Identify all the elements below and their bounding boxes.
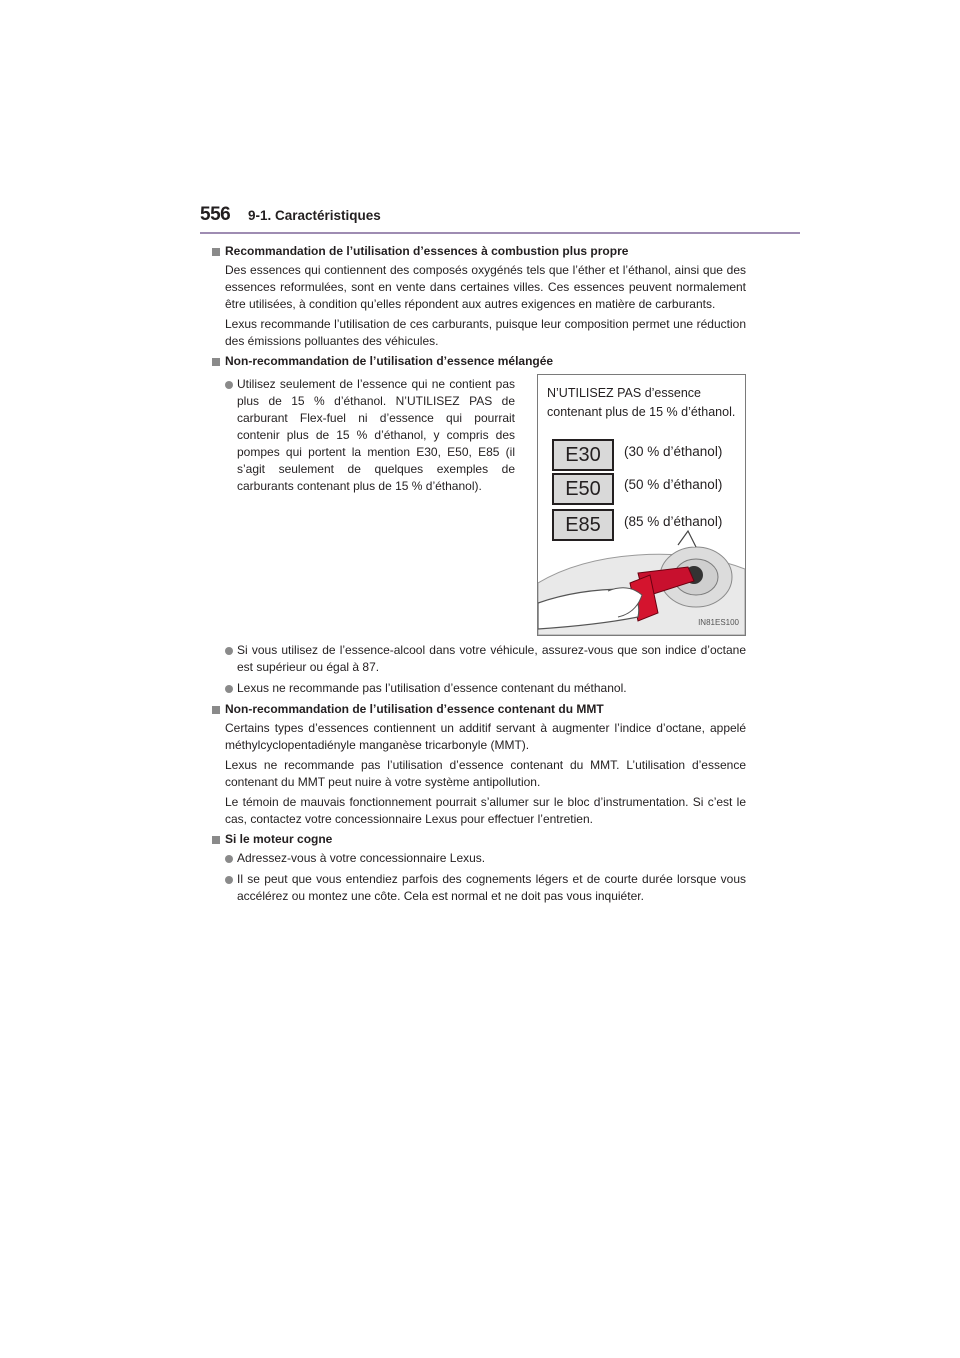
paragraph: Lexus recommande l’utilisation de ces carburants, puisque leur composition permet une réduction des émissions polluantes des véhicules.	[225, 317, 746, 348]
paragraph: Lexus ne recommande pas l’utilisation d’essence contenant du MMT. L’utilisation d’essence contenant du MMT peut nuire à votre système antipollution.	[225, 758, 746, 789]
paragraph: Des essences qui contiennent des composés oxygénés tels que l’éther et l’éthanol, ainsi que des essences reformulées, sont en vente dans certaines villes. Ces essences peuvent normalement être utilisées, à condition qu’elles répondent aux autres exigences en matière de carburants.	[225, 263, 746, 311]
paragraph: Certains types d’essences contiennent un additif servant à augmenter l’indice d’octane, appelé méthylcyclopentadiényle manganèse tricarbonyle (MMT).	[225, 721, 746, 752]
list-item: Lexus ne recommande pas l’utilisation d’essence contenant du méthanol.	[212, 680, 746, 697]
list-item: Si vous utilisez de l’essence-alcool dans votre véhicule, assurez-vous que son indice d’octane est supérieur ou égal à 87.	[212, 642, 746, 676]
fuel-badge-e85: E85	[552, 509, 614, 541]
list-item: Il se peut que vous entendiez parfois des cognements légers et de courte durée lorsque vous accélérez ou montez une côte. Cela est normal et ne doit pas vous inquiéter.	[212, 871, 746, 905]
paragraph: Le témoin de mauvais fonctionnement pourrait s’allumer sur le bloc d’instrumentation. Si c’est le cas, contactez votre concessionnaire Lexus pour effectuer l’entretien.	[225, 795, 746, 826]
list-item: Utilisez seulement de l’essence qui ne contient pas plus de 15 % d’éthanol. N’UTILISEZ PAS de carburant Flex-fuel ni d’essence qui pourrait contenir plus de 15 % d’éthanol, y compris des pompes qui portent la mention E30, E50, E85 (il s’agit seulement de quelques exemples de carburants contenant plus de 15 % d’éthanol).	[212, 376, 515, 495]
section-heading-clean-fuel: Recommandation de l’utilisation d’essences à combustion plus propre	[212, 243, 746, 260]
page-number: 556	[200, 204, 231, 225]
round-bullet-icon	[225, 876, 233, 884]
page-content	[212, 243, 746, 909]
round-bullet-icon	[225, 381, 233, 389]
square-bullet-icon	[212, 836, 220, 844]
fuel-label-e30: (30 % d’éthanol)	[624, 444, 723, 459]
square-bullet-icon	[212, 706, 220, 714]
section-heading-blended-fuel: Non-recommandation de l’utilisation d’essence mélangée	[212, 353, 746, 370]
fuel-label-e50: (50 % d’éthanol)	[624, 477, 723, 492]
round-bullet-icon	[225, 647, 233, 655]
round-bullet-icon	[225, 685, 233, 693]
ethanol-warning-figure	[537, 374, 746, 636]
round-bullet-icon	[225, 855, 233, 863]
image-code: IN81ES100	[698, 618, 739, 627]
blended-fuel-block	[212, 372, 746, 636]
fuel-badge-e50: E50	[552, 473, 614, 505]
section-heading-mmt: Non-recommandation de l’utilisation d’essence contenant du MMT	[212, 701, 746, 718]
list-item: Adressez-vous à votre concessionnaire Lexus.	[212, 850, 746, 867]
square-bullet-icon	[212, 248, 220, 256]
page-header	[200, 202, 800, 236]
fuel-badge-e30: E30	[552, 439, 614, 471]
section-heading-engine-knock: Si le moteur cogne	[212, 831, 746, 848]
header-divider	[200, 232, 800, 234]
section-title: 9-1. Caractéristiques	[248, 208, 381, 223]
fuel-label-e85: (85 % d’éthanol)	[624, 514, 723, 529]
figure-warning-text: N’UTILISEZ PAS d’essence contenant plus de 15 % d’éthanol.	[547, 386, 736, 419]
square-bullet-icon	[212, 358, 220, 366]
